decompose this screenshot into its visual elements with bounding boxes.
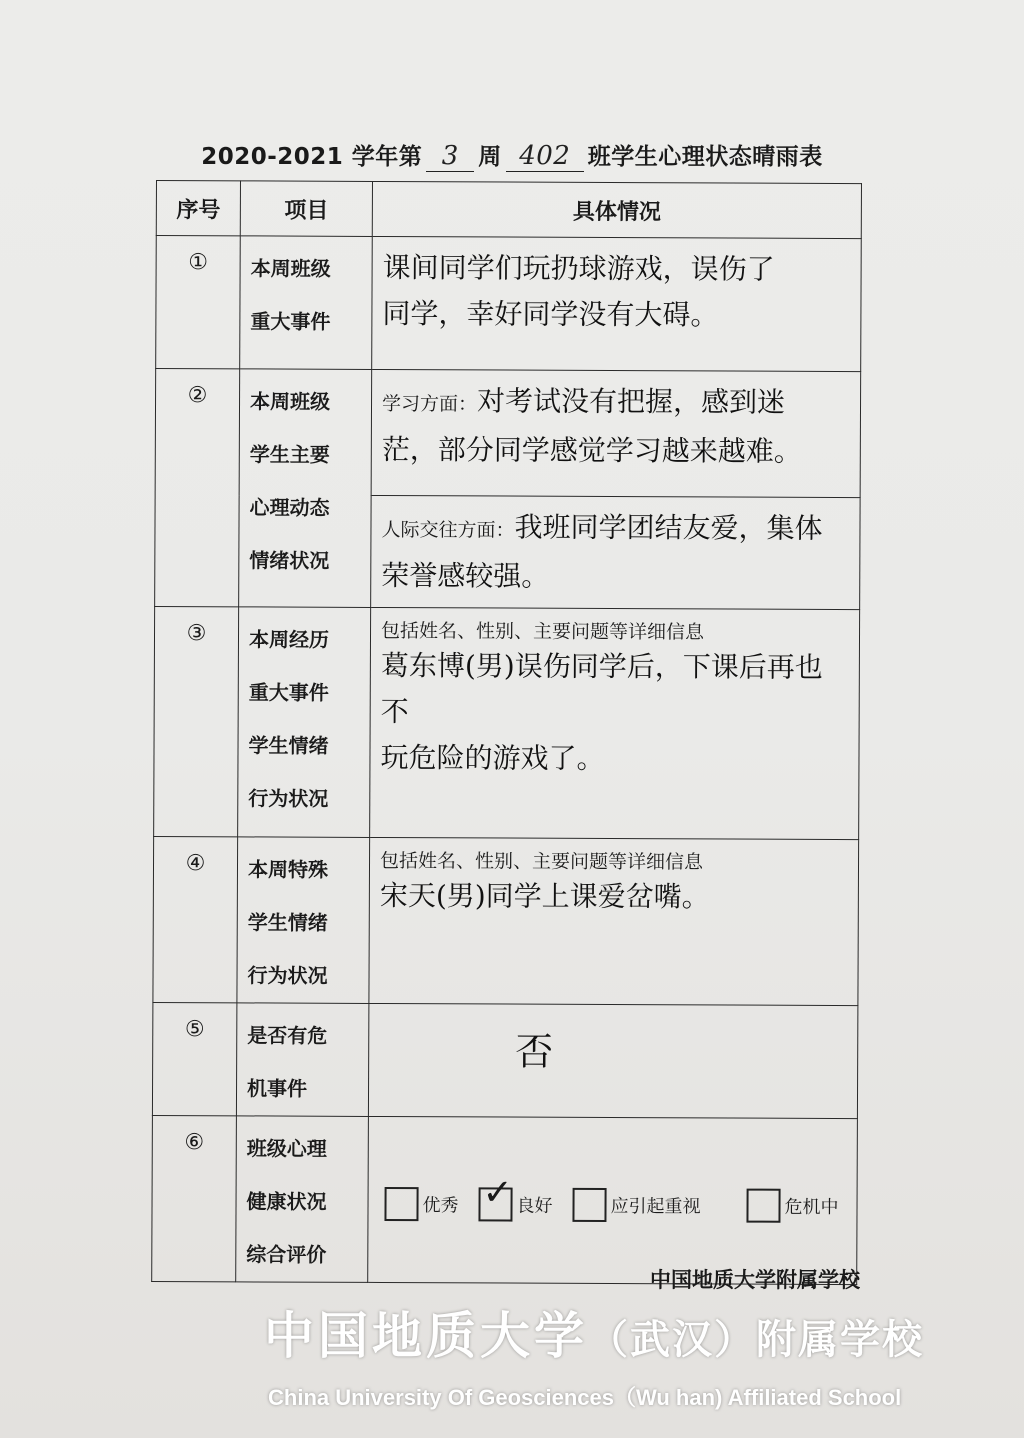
study-label: 学习方面： — [381, 392, 478, 416]
row-detail — [370, 607, 860, 839]
mood-table — [151, 180, 862, 1285]
checkbox-checked[interactable] — [478, 1172, 513, 1221]
title-suffix: 班学生心理状态晴雨表 — [587, 144, 823, 170]
checkbox[interactable] — [746, 1189, 780, 1223]
handwritten-line: 对考试没有把握，感到迷 — [476, 384, 786, 419]
table-row — [156, 236, 862, 372]
study-cell — [371, 369, 861, 497]
week-number: 3 — [426, 141, 474, 172]
table-row — [152, 1002, 857, 1118]
checkbox[interactable] — [572, 1188, 606, 1222]
detail-hint: 包括姓名、性别、主要问题等详细信息 — [380, 619, 705, 644]
option-excellent[interactable]: 优秀 — [384, 1187, 458, 1221]
detail-hint: 包括姓名、性别、主要问题等详细信息 — [379, 849, 704, 874]
handwritten-line: 茫，部分同学感觉学习越来越难。 — [381, 432, 802, 468]
social-label: 人际交往方面： — [381, 518, 515, 542]
row-number: ⑥ — [152, 1115, 237, 1281]
table-row — [155, 369, 861, 498]
school-name: 中国地质大学附属学校 — [650, 1268, 860, 1292]
row-item: 本周班级 重大事件 — [240, 236, 373, 370]
row-item: 是否有危 机事件 — [236, 1003, 368, 1117]
row-detail — [369, 837, 859, 1005]
table-row — [152, 1115, 858, 1284]
handwritten-line: 课间同学们玩扔球游戏，误伤了 — [382, 250, 775, 286]
option-crisis[interactable]: 危机中 — [746, 1189, 838, 1223]
row-item: 班级心理 健康状况 综合评价 — [236, 1116, 369, 1283]
rating-cell — [368, 1116, 858, 1284]
row-number: ⑤ — [152, 1002, 236, 1115]
row-number: ④ — [153, 836, 238, 1002]
header-row — [156, 181, 861, 239]
row-number: ① — [156, 236, 241, 369]
header-number: 序号 — [156, 181, 240, 236]
class-number: 402 — [506, 141, 584, 172]
title-week-label: 周 — [478, 144, 502, 170]
table-row — [154, 606, 860, 839]
row-item: 本周班级 学生主要 心理动态 情绪状况 — [239, 369, 372, 608]
header-detail: 具体情况 — [372, 181, 861, 238]
handwritten-line: 玩危险的游戏了。 — [380, 740, 605, 775]
row-item: 本周特殊 学生情绪 行为状况 — [237, 837, 370, 1004]
handwritten-line: 宋天(男)同学上课爱岔嘴。 — [379, 878, 710, 914]
checkbox[interactable] — [384, 1187, 418, 1221]
handwritten-line: 荣誉感较强。 — [381, 558, 550, 593]
table-row — [153, 836, 859, 1005]
social-cell — [371, 495, 860, 609]
watermark-en: China University Of Geosciences（Wu han) Affiliated School — [268, 1385, 902, 1410]
handwritten-line: 我班同学团结友爱，集体 — [514, 510, 823, 545]
row-detail — [368, 1003, 857, 1118]
header-item: 项目 — [240, 181, 372, 237]
handwritten-line: 同学，幸好同学没有大碍。 — [382, 296, 719, 332]
row-item: 本周经历 重大事件 学生情绪 行为状况 — [238, 607, 371, 838]
option-attention[interactable]: 应引起重视 — [572, 1188, 700, 1223]
watermark-cn: 中国地质大学（武汉）附属学校 — [264, 1306, 924, 1365]
row-detail — [372, 236, 862, 371]
form-title — [0, 138, 1024, 172]
row-number: ② — [155, 369, 240, 607]
checkmark-icon: ✓ — [482, 1172, 513, 1214]
row-number: ③ — [154, 606, 239, 836]
option-good[interactable]: ✓ 良好 — [478, 1187, 552, 1221]
title-prefix: 2020-2021 学年第 — [201, 144, 423, 170]
handwritten-line: 葛东博(男)误伤同学后，下课后再也不 — [380, 648, 823, 729]
rating-options — [368, 1117, 856, 1223]
crisis-answer: 否 — [515, 1029, 554, 1074]
